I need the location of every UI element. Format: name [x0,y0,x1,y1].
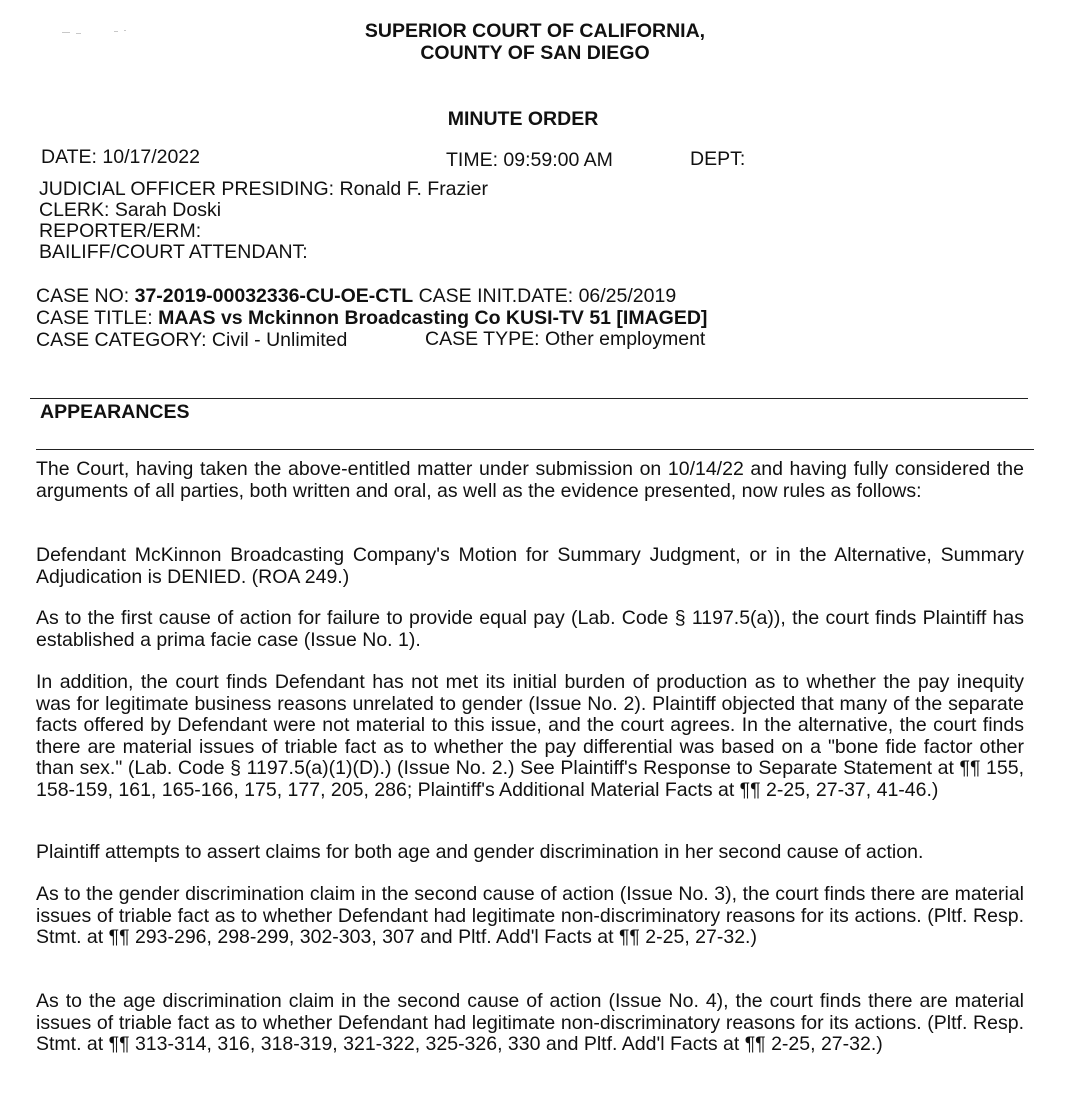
paragraph-submission: The Court, having taken the above-entitled matter under submission on 10/14/22 and having fully considered the arguments of all parties, both written and oral, as well as the evidence presented, now rules as follows: [36,458,1024,502]
paragraph-ruling: Defendant McKinnon Broadcasting Company's Motion for Summary Judgment, or in the Alternative, Summary Adjudication is DENIED. (ROA 249.) [36,544,1024,588]
paragraph-gender: As to the gender discrimination claim in the second cause of action (Issue No. 3), the court finds there are material issues of triable fact as to whether Defendant had legitimate non-discriminatory reasons for its actions. (Pltf. Resp. Stmt. at ¶¶ 293-296, 298-299, 302-303, 307 and Pltf. Add'l Facts at ¶¶ 2-25, 27-32.) [36,883,1024,948]
paragraph-age: As to the age discrimination claim in the second cause of action (Issue No. 4), the court finds there are material issues of triable fact as to whether Defendant had legitimate non-discriminatory reasons for its actions. (Pltf. Resp. Stmt. at ¶¶ 313-314, 316, 318-319, 321-322, 325-326, 330 and Pltf. Add'l Facts at ¶¶ 2-25, 27-32.) [36,990,1024,1055]
divider-bottom [36,449,1034,450]
case-category: CASE CATEGORY: Civil - Unlimited [36,329,348,351]
officers-block [39,179,488,263]
paragraph-burden: In addition, the court finds Defendant has not met its initial burden of production as to whether the pay inequity was for legitimate business reasons unrelated to gender (Issue No. 2). Plaintiff objected that many of the separate facts offered by Defendant were not material to this issue, and the court agrees. In the alternative, the court finds there are material issues of triable fact as to whether the pay differential was based on a "bone fide factor other than sex." (Lab. Code § 1197.5(a)(1)(D).) (Issue No. 2.) See Plaintiff's Response to Separate Statement at ¶¶ 155, 158-159, 161, 165-166, 175, 177, 205, 286; Plaintiff's Additional Material Facts at ¶¶ 2-25, 27-37, 41-46.) [36,671,1024,801]
case-number: CASE NO: 37-2019-00032336-CU-OE-CTL CASE INIT.DATE: 06/25/2019 [36,285,677,307]
bailiff: BAILIFF/COURT ATTENDANT: [39,241,308,263]
clerk: CLERK: Sarah Doski [39,199,222,221]
hearing-date: DATE: 10/17/2022 [41,146,201,168]
case-title: CASE TITLE: MAAS vs Mckinnon Broadcasting Co KUSI-TV 51 [IMAGED] [36,307,708,329]
page-title: MINUTE ORDER [447,108,599,130]
paragraph-equal-pay: As to the first cause of action for failure to provide equal pay (Lab. Code § 1197.5(a)), the court finds Plaintiff has established a prima facie case (Issue No. 1). [36,607,1024,651]
court-name: SUPERIOR COURT OF CALIFORNIA, [364,20,706,42]
court-county: COUNTY OF SAN DIEGO [420,42,650,64]
judicial-officer: JUDICIAL OFFICER PRESIDING: Ronald F. Frazier [39,178,488,200]
hearing-time: TIME: 09:59:00 AM [446,149,613,171]
hearing-dept: DEPT: [690,148,746,170]
divider-top [30,398,1028,399]
appearances-heading: APPEARANCES [40,401,190,423]
paragraph-claims: Plaintiff attempts to assert claims for both age and gender discrimination in her second cause of action. [36,841,924,863]
reporter: REPORTER/ERM: [39,220,202,242]
case-type: CASE TYPE: Other employment [425,328,706,350]
